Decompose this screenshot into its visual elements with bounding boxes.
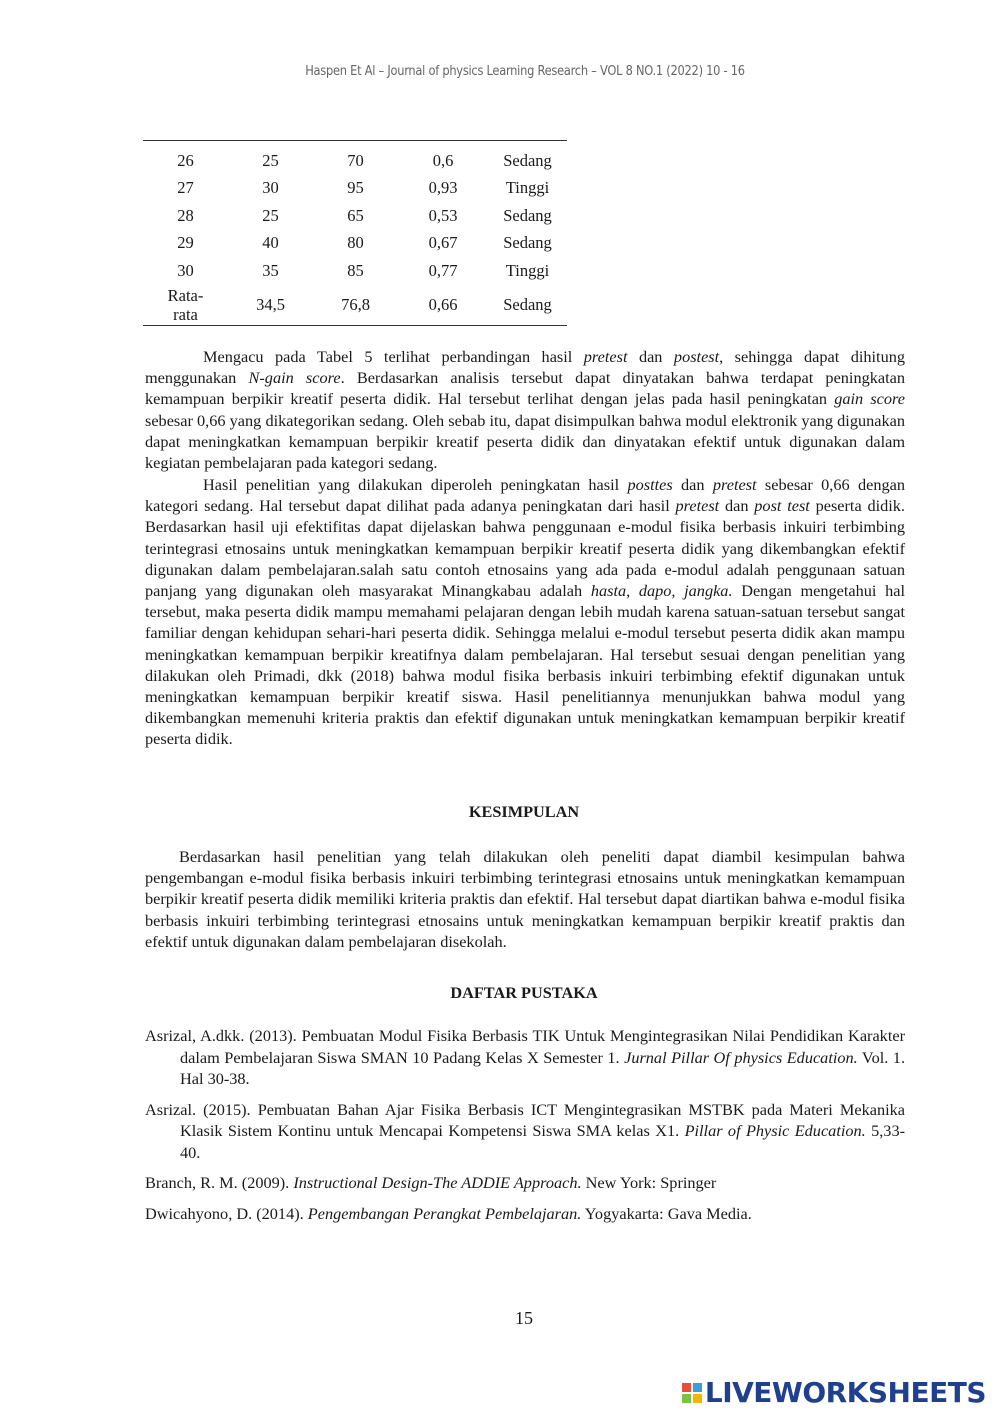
paragraph-conclusion: Berdasarkan hasil penelitian yang telah dilakukan oleh peneliti dapat diambil kesimpulan bahwa pengembangan e-modul fisika berbasis inkuiri terbimbing terintegrasi etnosains untuk meningkatkan kemampuan berpikir kreatif peserta didik memiliki kriteria praktis dan efektif. Hal tersebut dapat diartikan bahwa e-modul fisika berbasis inkuiri terbimbing terintegrasi etnosains untuk meningkatkan kemampuan berpikir kreatif praktis dan efektif untuk digunakan dalam pembelajaran disekolah. <box>145 847 905 951</box>
table-row <box>143 202 567 230</box>
table-cell: 26 <box>177 150 194 170</box>
logo-tile <box>693 1383 702 1392</box>
table-cell: 0,53 <box>428 205 458 225</box>
table-cell: 29 <box>177 233 194 253</box>
summary-gain: 0,66 <box>428 295 458 314</box>
table-cell: Tinggi <box>505 260 550 280</box>
paragraph-analysis: Mengacu pada Tabel 5 terlihat perbandingan hasil pretest dan postest, sehingga dapat dihitung menggunakan N-gain score. Berdasarkan analisis tersebut dapat dinyatakan bahwa terdapat peningkatan kemampuan berpikir kreatif peserta didik. Hal tersebut terlihat dengan jelas pada hasil peningkatan gain score sebesar 0,66 yang dikategorikan sedang. Oleh sebab itu, dapat disimpulkan bahwa modul elektronik yang digunakan dapat meningkatkan kemampuan berpikir kreatif peserta didik dan dinyatakan efektif untuk digunakan dalam kegiatan pembelajaran pada kategori sedang. <box>145 347 906 473</box>
table-cell: 40 <box>262 233 279 253</box>
table-cell: Tinggi <box>505 178 550 198</box>
logo-tile <box>693 1394 702 1403</box>
liveworksheets-logo-icon <box>682 1383 702 1403</box>
page-number: 15 <box>515 1308 533 1328</box>
table-cell: 30 <box>177 260 194 280</box>
watermark-text: LIVEWORKSHEETS <box>704 1376 986 1409</box>
reference-item: Asrizal. (2015). Pembuatan Bahan Ajar Fisika Berbasis ICT Mengintegrasikan MSTBK pada Materi Mekanika Klasik Sistem Kontinu untuk Mencapai Kompetensi Siswa SMA kelas X1. Pillar of Physic Education. 5,33-40. <box>145 1099 906 1162</box>
reference-list <box>145 1025 905 1233</box>
results-table <box>143 140 567 326</box>
paragraph-discussion: Hasil penelitian yang dilakukan diperoleh peningkatan hasil posttes dan pretest sebesar 0,66 dengan kategori sedang. Hal tersebut dapat dilihat pada adanya peningkatan dari hasil pretest dan post test peserta didik. Berdasarkan hasil uji efektifitas dapat dijelaskan bahwa penggunaan e-modul fisika berbasis inkuiri terbimbing terintegrasi etnosains untuk meningkatkan kemampuan berpikir kreatif peserta didik yang dikembangkan efektif digunakan dalam pembelajaran.salah satu contoh etnosains yang ada pada e-modul adalah penggunaan satuan panjang yang digunakan oleh masyarakat Minangkabau adalah hasta, dapo, jangka. Dengan mengetahui hal tersebut, maka peserta didik mampu memahami pelajaran dengan lebih mudah karena satuan-satuan tersebut sangat familiar dengan kehidupan sehari-hari peserta didik. Sehingga melalui e-modul tersebut peserta didik akan mampu meningkatkan kemampuan berpikir kreatifnya dalam pembelajaran. Hal tersebut sesuai dengan penelitian yang dilakukan oleh Primadi, dkk (2018) bahwa modul fisika berbasis inkuiri terbimbing efektif digunakan untuk meningkatkan kemampuan berpikir kreatif siswa. Hasil penelitiannya menunjukkan bahwa modul yang dikembangkan memenuhi kriteria praktis dan efektif digunakan untuk meningkatkan kemampuan berpikir kreatif peserta didik. <box>145 475 905 749</box>
table-cell: 0,6 <box>432 150 454 170</box>
summary-pretest: 34,5 <box>256 295 285 314</box>
table-row <box>143 175 567 203</box>
table-cell: 0,67 <box>428 233 458 253</box>
section-title-kesimpulan: KESIMPULAN <box>468 802 580 821</box>
table-cell: 27 <box>177 178 194 198</box>
table-row <box>143 230 567 258</box>
table-cell: 30 <box>262 178 279 198</box>
reference-item: Dwicahyono, D. (2014). Pengembangan Perangkat Pembelajaran. Yogyakarta: Gava Media. <box>145 1203 752 1223</box>
reference-item: Asrizal, A.dkk. (2013). Pembuatan Modul Fisika Berbasis TIK Untuk Mengintegrasikan Nilai Pendidikan Karakter dalam Pembelajaran Siswa SMAN 10 Padang Kelas X Semester 1. Jurnal Pillar Of physics Education. Vol. 1. Hal 30-38. <box>145 1026 906 1088</box>
table-cell: 28 <box>177 205 194 225</box>
table-cell: 35 <box>262 260 279 280</box>
section-title-daftar-pustaka: DAFTAR PUSTAKA <box>450 983 598 1002</box>
summary-category: Sedang <box>503 295 552 314</box>
header-authors: Haspen Et Al <box>305 64 376 79</box>
liveworksheets-watermark <box>682 1376 986 1409</box>
table-cell: 95 <box>347 178 364 198</box>
summary-posttest: 76,8 <box>341 295 370 314</box>
table-cell: 25 <box>262 150 279 170</box>
table-row <box>143 141 567 175</box>
table-cell: Sedang <box>503 233 552 253</box>
table-row <box>143 257 567 285</box>
table-cell: Sedang <box>503 205 552 225</box>
running-header <box>63 64 943 79</box>
table-cell: 25 <box>262 205 279 225</box>
reference-item: Branch, R. M. (2009). Instructional Design-The ADDIE Approach. New York: Springer <box>145 1173 717 1192</box>
summary-label: Rata- rata <box>167 285 204 324</box>
table-cell: 65 <box>347 205 364 225</box>
table-cell: 85 <box>347 260 364 280</box>
table-cell: Sedang <box>503 150 552 170</box>
table-cell: 0,77 <box>428 260 458 280</box>
logo-tile <box>682 1394 691 1403</box>
table-summary-row <box>143 285 567 326</box>
table-cell: 0,93 <box>428 178 458 198</box>
logo-tile <box>682 1383 691 1392</box>
table-cell: 70 <box>347 150 364 170</box>
table-cell: 80 <box>347 233 364 253</box>
header-journal: – Journal of physics Learning Research – VOL 8 NO.1 (2022) 10 - 16 <box>378 64 745 79</box>
